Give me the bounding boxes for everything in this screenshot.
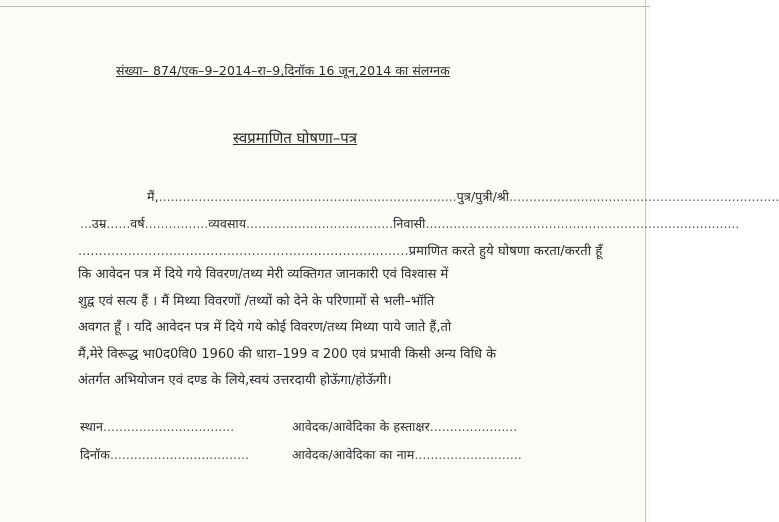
form-line-declaration xyxy=(78,241,602,259)
scan-border-top xyxy=(0,6,650,7)
name-blank: ........................................................................... xyxy=(158,189,457,204)
form-line-name xyxy=(147,188,779,205)
date-blank: ................................... xyxy=(109,447,250,462)
label-main: मैं, xyxy=(147,189,159,204)
date-field xyxy=(80,446,249,463)
scan-border-right xyxy=(645,0,646,522)
form-line-details xyxy=(80,215,739,232)
signature-field xyxy=(292,418,517,435)
name-field xyxy=(292,446,522,463)
declaration-blank: ................................................................................ xyxy=(78,244,409,259)
label-signature: आवेदक/आवेदिका के हस्ताक्षर xyxy=(292,419,430,434)
paragraph-line: अंतर्गत अभियोजन एवं दण्ड के लिये,स्वयं उत्तरदायी होऊॅगा/होऊॅगी। xyxy=(78,373,392,388)
place-field xyxy=(80,418,234,435)
label-occupation: व्यवसाय xyxy=(208,216,247,231)
reference-line: संख्या– 874/एक–9–2014–रा–9,दिनॉक 16 जून,2014 का संलग्नक xyxy=(116,63,450,78)
declaration-paragraph xyxy=(78,262,553,395)
year-blank: ................ xyxy=(144,216,209,231)
paragraph-line: कि आवेदन पत्र में दिये गये विवरण/तथ्य मेरी व्यक्तिगत जानकारी एवं विश्वास में xyxy=(78,267,449,282)
label-applicant-name: आवेदक/आवेदिका का नाम xyxy=(292,447,415,462)
applicant-name-blank: ........................... xyxy=(414,447,522,462)
document-title: स्वप्रमाणित घोषणा–पत्र xyxy=(233,129,358,147)
label-son-daughter-of: पुत्र/पुत्री/श्री xyxy=(456,189,510,204)
label-place: स्थान xyxy=(80,419,104,434)
occupation-blank: ..................................... xyxy=(246,216,394,231)
place-blank: ................................. xyxy=(103,419,235,434)
label-resident: निवासी xyxy=(393,216,426,231)
label-year: वर्ष xyxy=(130,216,145,231)
label-age: उम्र xyxy=(91,216,107,231)
father-name-blank: .................................................................... xyxy=(509,189,779,204)
paragraph-line: शुद्व एवं सत्य हैं । मैं मिथ्या विवरणों /तथ्यों को देने के परिणामों से भली–भॉति xyxy=(78,293,435,309)
signature-blank: ...................... xyxy=(429,419,518,434)
resident-blank: ............................................................................... xyxy=(425,216,740,231)
label-date: दिनॉक xyxy=(80,447,110,462)
age-blank: ...... xyxy=(106,216,131,231)
declaration-start: प्रमाणित करते हुये घोषणा करता/करती हूँ xyxy=(408,244,603,259)
paragraph-line: अवगत हूँ । यदि आवेदन पत्र में दिये गये कोई विवरण/तथ्य मिथ्या पाये जाते हैं,तो xyxy=(78,320,452,335)
paragraph-line: मैं,मेरे विरूद्ध भा0द0वि0 1960 की धारा–199 व 200 एवं प्रभावी किसी अन्य विधि के xyxy=(78,346,497,362)
leading-blank: ... xyxy=(80,216,92,231)
